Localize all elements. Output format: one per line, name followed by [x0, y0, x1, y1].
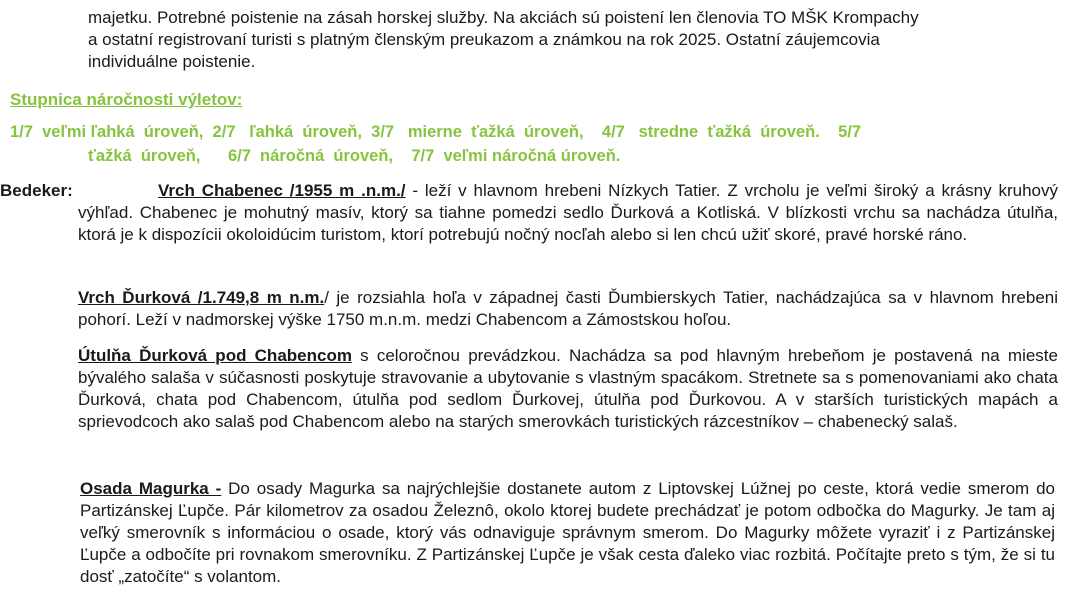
section-magurka-title: Osada Magurka -: [80, 479, 222, 498]
section-chabenec: [78, 180, 1058, 246]
intro-paragraph: [88, 7, 1063, 73]
intro-line-2: a ostatní registrovaní turisti s platným členským preukazom a známkou na rok 2025. Ostatní záujemcovia: [88, 30, 880, 49]
section-utulna: [78, 345, 1058, 433]
difficulty-line-2: ťažká úroveň, 6/7 náročná úroveň, 7/7 veľmi náročná úroveň.: [88, 147, 621, 165]
difficulty-heading: Stupnica náročnosti výletov:: [10, 90, 243, 109]
section-magurka: [80, 478, 1055, 588]
intro-line-3: individuálne poistenie.: [88, 52, 256, 71]
section-utulna-text: s celoročnou prevádzkou. Nachádza sa pod hlavným hrebeňom je postavená na mieste bývalého salaša v súčasnosti poskytuje stravovanie a ubytovanie s vlastným spacákom. Stretnete sa s pomenovaniami ako chata Ďurková, chata pod Chabencom, útulňa pod sedlom Ďurkovej, útulňa pod Ďurkovou. A v starších turistických mapách a sprievodcoch ako salaš pod Chabencom alebo na starých smerovkách turistických rázcestníkov – chabenecký salaš.: [78, 346, 1058, 431]
section-durkova-title: Vrch Ďurková /1.749,8 m n.m.: [78, 288, 325, 307]
section-chabenec-text: - leží v hlavnom hrebeni Nízkych Tatier. Z vrcholu je veľmi široký a krásny kruhový výhľad. Chabenec je mohutný masív, ktorý sa tiahne pomedzi sedlo Ďurková a Kotliská. V blízkosti vrchu sa nachádza útulňa, ktorá je k dispozícii okoloidúcim turistom, ktorí potrebujú nočný nocľah alebo si len chcú užiť skoré, pravé horské ráno.: [78, 181, 1058, 244]
section-chabenec-title: Vrch Chabenec /1955 m .n.m./: [158, 181, 406, 200]
section-durkova: [78, 287, 1058, 331]
section-utulna-title: Útulňa Ďurková pod Chabencom: [78, 346, 352, 365]
section-durkova-text: / je rozsiahla hoľa v západnej časti Ďumbierskych Tatier, nachádzajúca sa v hlavnom hrebeni pohorí. Leží v nadmorskej výške 1750 m.n.m. medzi Chabencom a Zámostskou hoľou.: [78, 288, 1058, 329]
difficulty-line-1: 1/7 veľmi ľahká úroveň, 2/7 ľahká úroveň, 3/7 mierne ťažká úroveň, 4/7 stredne ťažká úroveň. 5/7: [10, 123, 862, 141]
bedeker-label: Bedeker:: [0, 181, 73, 200]
section-magurka-text: Do osady Magurka sa najrýchlejšie dostanete autom z Liptovskej Lúžnej po ceste, ktorá vedie smerom do Partizánskej Ľupče. Pár kilometrov za osadou Železnô, okolo ktorej budete prechádzať je potom odbočka do Magurky. Je tam aj veľký smerovník s informáciou o osade, ktorý vás odnaviguje správnym smerom. Do Magurky môžete vyraziť i z Partizánskej Ľupče a odbočíte pri rovnakom smerovníku. Z Partizánskej Ľupče je však cesta ďaleko viac rozbitá. Počítajte preto s tým, že si tu dosť „zatočíte“ s volantom.: [80, 479, 1055, 586]
intro-line-1: majetku. Potrebné poistenie na zásah horskej služby. Na akciách sú poistení len členovia TO MŠK Krompachy: [88, 8, 919, 27]
